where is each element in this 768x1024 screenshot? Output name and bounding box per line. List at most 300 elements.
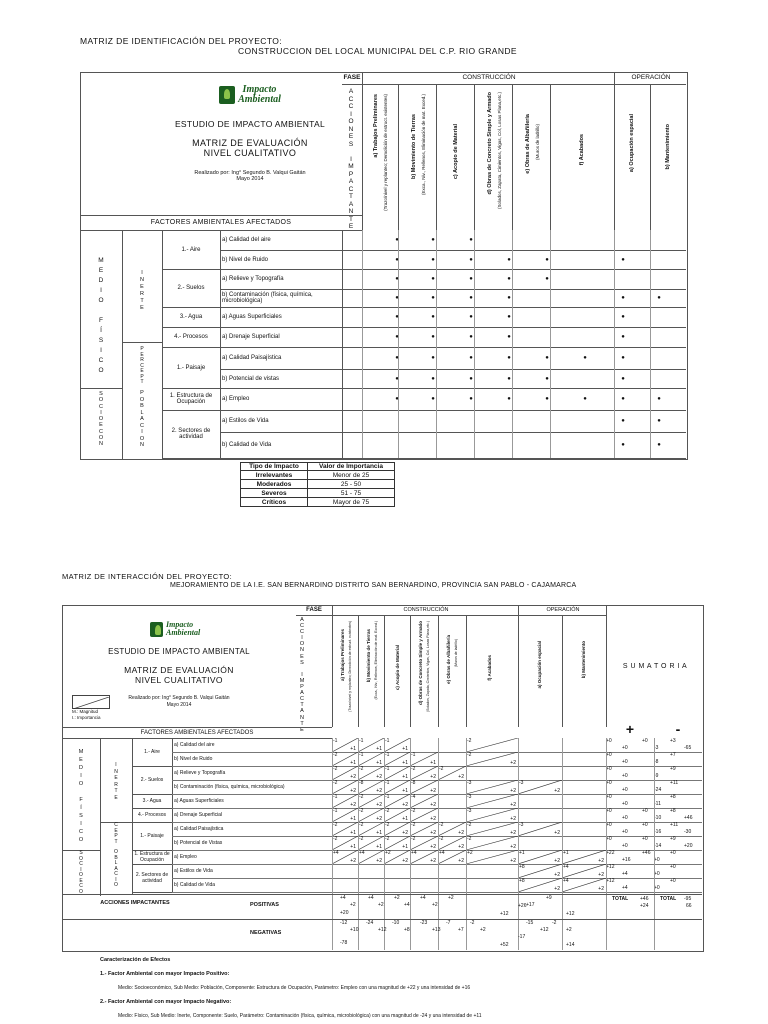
- sumatoria-value: -9: [654, 773, 659, 779]
- importance-value: +1: [402, 844, 408, 850]
- importance-type: Moderados: [241, 480, 308, 489]
- importance-value: +1: [402, 760, 408, 766]
- action-col-op-a-2: [518, 615, 563, 727]
- action-col-b: [398, 84, 437, 230]
- factor-group-2: 1.- Paisaje: [132, 822, 173, 851]
- magnitude-value: -2: [467, 836, 472, 842]
- negativas-value: -2: [470, 920, 475, 926]
- factor-label-2: b) Nivel de Ruido: [172, 752, 333, 766]
- minus-header: -: [675, 721, 681, 737]
- sumatoria-value: +0: [622, 773, 628, 779]
- negativas-value: +10: [350, 927, 359, 933]
- factor-label: b) Contaminación (física, química, microbiológica): [220, 289, 343, 307]
- factor-label-2: a) Empleo: [172, 850, 333, 864]
- importance-value: +2: [510, 760, 516, 766]
- total-label-pos: TOTAL: [612, 896, 629, 902]
- interaction-cell: [384, 766, 410, 780]
- magnitude-value: +1: [563, 850, 569, 856]
- matrix2-row: [172, 822, 702, 837]
- interaction-cell: [384, 850, 410, 864]
- action-op-a-label-2: a) Ocupación espacial: [537, 641, 542, 689]
- interaction-cell: [358, 766, 384, 780]
- matrix1-row: [220, 289, 686, 308]
- impact-dot: ●: [395, 237, 399, 243]
- action-e-sub-2: (Muros de ladrillo): [454, 639, 458, 668]
- magnitude-value: -3: [519, 822, 524, 828]
- matrix2-row: [172, 836, 702, 851]
- magnitude-value: +4: [359, 850, 365, 856]
- magnitude-value: -2: [385, 808, 390, 814]
- importance-value: +2: [510, 858, 516, 864]
- matrix2-row: [172, 850, 702, 865]
- poblacion-label: P O B L A C I O N: [122, 388, 163, 458]
- interaction-cell: [518, 780, 562, 794]
- impact-dot: ●: [621, 442, 625, 448]
- sumatoria-value: +4: [622, 871, 628, 877]
- matrix1-title-line1: MATRIZ DE IDENTIFICACIÓN DEL PROYECTO:: [80, 36, 283, 46]
- impact-dot: ●: [507, 355, 511, 361]
- interaction-cell: [518, 822, 562, 836]
- grid-line: [362, 230, 363, 458]
- inerte-label-2: I N E R T E: [100, 738, 133, 822]
- grid-line: [474, 230, 475, 458]
- impact-dot: ●: [507, 256, 511, 263]
- factor-label-2: a) Aguas Superficiales: [172, 794, 333, 808]
- matrix1-row: [220, 250, 686, 270]
- importance-type: Críticos: [241, 498, 308, 507]
- neg-right-2: +52: [500, 942, 509, 948]
- sumatoria-value: -16: [654, 829, 662, 835]
- legend-diagonal: [73, 697, 109, 709]
- matrix1-title-line2: CONSTRUCCION DEL LOCAL MUNICIPAL DEL C.P. RIO GRANDE: [238, 46, 517, 56]
- interaction-cell: [332, 738, 358, 752]
- importance-value: +1: [350, 830, 356, 836]
- action-c-label: c) Acopio de Material: [453, 124, 459, 180]
- negativas-value: +13: [432, 927, 441, 933]
- importance-value: +2: [430, 802, 436, 808]
- negativas-value: -12: [340, 920, 348, 926]
- impact-dot: ●: [469, 237, 473, 243]
- interaction-cell: [332, 794, 358, 808]
- negativas-value: -23: [420, 920, 428, 926]
- interaction-cell: [562, 878, 606, 892]
- sumatoria-value: +0: [670, 878, 676, 884]
- magnitude-value: +4: [411, 850, 417, 856]
- magnitude-value: -2: [333, 836, 338, 842]
- importance-value: +1: [402, 788, 408, 794]
- neg-right-1: -17: [518, 934, 526, 940]
- impact-dot: ●: [431, 355, 435, 361]
- impact-dot: ●: [621, 295, 625, 301]
- impact-dot: ●: [395, 355, 399, 361]
- matrix2-header-block: [62, 605, 296, 727]
- interaction-cell: [384, 794, 410, 808]
- impact-dot: ●: [395, 256, 399, 263]
- action-d-sub: (Solados, Zapata, Cimientos, Vigas, Col, Losas Plana,etc.): [497, 92, 502, 209]
- magnitude-value: -2: [467, 752, 472, 758]
- importance-value: +2: [554, 858, 560, 864]
- interaction-cell: [438, 850, 466, 864]
- magnitude-value: -8: [359, 780, 364, 786]
- matrix2-title-a: MATRIZ DE EVALUACIÓN: [124, 665, 234, 675]
- negativas-value: -7: [446, 920, 451, 926]
- characterization-heading: Caracterización de Efectos: [100, 957, 171, 963]
- matrix1-row: [220, 269, 686, 290]
- importance-value: Mayor de 75: [308, 498, 395, 507]
- positivas-value: +2: [378, 902, 384, 908]
- factor-label-2: a) Relieve y Topografía: [172, 766, 333, 780]
- importance-value: +1: [376, 746, 382, 752]
- characterization-item2-text: Medio: Físico, Sub Medio: Inerte, Componente: Suelo, Parámetro: Contaminación (física, química, microbiológica) con una magnitud de -24 y una intensidad de +11: [118, 1013, 482, 1019]
- magnitude-value: -2: [359, 822, 364, 828]
- interaction-cell: [384, 752, 410, 766]
- interaction-cell: [438, 766, 466, 780]
- importance-value: +2: [430, 816, 436, 822]
- positivas-value: +2: [448, 895, 454, 901]
- legend-m: M.: Magnitud: [72, 709, 99, 714]
- sumatoria-value: -11: [654, 801, 661, 807]
- action-e-label: e) Obras de Albañilería: [525, 114, 531, 174]
- magnitude-value: -2: [467, 738, 472, 744]
- positivas-value: +2: [432, 902, 438, 908]
- sumatoria-value: +46: [684, 815, 693, 821]
- plus-header: +: [625, 721, 635, 737]
- factor-group-6: 2. Sectores de actividad: [162, 410, 221, 459]
- magnitude-value: -2: [333, 822, 338, 828]
- positivas-value: +4: [420, 895, 426, 901]
- pos-right-3: +12: [566, 911, 575, 917]
- importance-value: +2: [376, 802, 382, 808]
- acciones-vertical-label-2: A C C I O N E S I M P A C T A N T E: [299, 617, 305, 733]
- sumatoria-value: +0: [642, 836, 648, 842]
- date-2: Mayo 2014: [166, 702, 192, 708]
- sumatoria-value: -8: [654, 759, 659, 765]
- impact-dot: ●: [431, 396, 435, 402]
- impact-dot: ●: [621, 418, 625, 424]
- impact-dot: ●: [657, 295, 661, 301]
- action-a-sub: (Trazo/nivel y replanteo; Demolición de estruct. existentes): [383, 94, 388, 211]
- importance-value: +2: [598, 886, 604, 892]
- impact-dot: ●: [395, 276, 399, 282]
- importance-value: +1: [350, 816, 356, 822]
- importance-value: +2: [510, 844, 516, 850]
- sumatoria-value: -14: [654, 843, 662, 849]
- characterization-item1-title: 1.- Factor Ambiental con mayor Impacto Positivo:: [100, 971, 230, 977]
- matrix2-title-line2: MEJORAMIENTO DE LA I.E. SAN BERNARDINO DISTRITO SAN BERNARDINO, PROVINCIA SAN PABLO - CAJAMARCA: [170, 582, 577, 589]
- interaction-cell: [358, 836, 384, 850]
- grid-line: [614, 230, 615, 458]
- interaction-cell: [438, 822, 466, 836]
- impact-dot: ●: [395, 334, 399, 340]
- importance-value: +1: [350, 760, 356, 766]
- study-title-2: ESTUDIO DE IMPACTO AMBIENTAL: [108, 647, 250, 656]
- sumatoria-value: +4: [622, 885, 628, 891]
- magnitude-value: -2: [385, 836, 390, 842]
- factor-group-2: 1. Estructura de Ocupación: [132, 850, 173, 865]
- factor-group-5: 1. Estructura de Ocupación: [162, 388, 221, 411]
- impact-dot: ●: [431, 295, 435, 301]
- impact-dot: ●: [507, 375, 511, 382]
- total-label-neg: TOTAL: [660, 896, 677, 902]
- positivas-value: +4: [340, 895, 346, 901]
- magnitude-value: -2: [359, 808, 364, 814]
- factor-label: b) Calidad de Vida: [220, 432, 343, 458]
- importance-value: +2: [510, 816, 516, 822]
- impact-dot: ●: [395, 295, 399, 301]
- action-col-f-2: [466, 615, 519, 727]
- action-f-label: f) Acabados: [579, 134, 585, 166]
- sumatoria-value: +12: [606, 864, 615, 870]
- importance-value: +2: [554, 830, 560, 836]
- importance-value: +2: [402, 802, 408, 808]
- negativas-value: -24: [366, 920, 374, 926]
- action-op-b-label: b) Mantenimiento: [665, 124, 671, 170]
- magnitude-value: -3: [467, 808, 472, 814]
- impact-dot: ●: [431, 276, 435, 282]
- negativas-value: +7: [458, 927, 464, 933]
- positivas-sum-left: +20: [340, 910, 349, 916]
- action-e-label-2: e) Obras de Albañilería: [446, 635, 451, 684]
- operation-header-2: OPERACIÓN: [518, 605, 607, 615]
- sumatoria-value: +0: [606, 752, 612, 758]
- factor-group-4: 1.- Paisaje: [162, 347, 221, 389]
- factor-group-2: 3.- Agua: [162, 307, 221, 328]
- importance-table: [240, 462, 395, 507]
- factor-label-2: a) Drenaje Superficial: [172, 808, 333, 822]
- action-col-op-b-2: [562, 615, 607, 727]
- magnitude-value: -2: [333, 752, 338, 758]
- impact-dot: ●: [583, 396, 587, 402]
- factor-label: a) Estilos de Vida: [220, 410, 343, 432]
- interaction-cell: [410, 766, 438, 780]
- magnitude-value: -1: [333, 794, 338, 800]
- interaction-cell: [358, 850, 384, 864]
- action-a-sub-2: (Trazo/nivel y replanteo; Demolición de estruct. existentes): [348, 621, 352, 712]
- factor-label-2: a) Calidad Paisajística: [172, 822, 333, 836]
- importance-value: +2: [350, 802, 356, 808]
- action-d-sub-2: (Solados, Zapata, Cimientos, Vigas, Col, Losas Plana,etc.): [426, 621, 430, 712]
- interaction-cell: [562, 864, 606, 878]
- grid-line: [650, 230, 651, 458]
- magnitude-value: +4: [563, 864, 569, 870]
- importance-value: +2: [376, 788, 382, 794]
- interaction-cell: [466, 738, 518, 752]
- matrix2-row: [172, 738, 702, 753]
- factor-group-3: 4.- Procesos: [162, 327, 221, 348]
- interaction-cell: [384, 822, 410, 836]
- interaction-cell: [466, 836, 518, 850]
- factor-label: a) Empleo: [220, 388, 343, 410]
- matrix2-row: [172, 780, 702, 795]
- interaction-cell: [438, 836, 466, 850]
- phase-label: FASE: [343, 74, 361, 81]
- importance-value: +2: [350, 788, 356, 794]
- action-col-op-a: [614, 84, 651, 230]
- sumatoria-value: +0: [606, 836, 612, 842]
- interaction-cell: [410, 808, 438, 822]
- action-a-label-2: a) Trabajos Preliminares: [340, 629, 345, 682]
- interaction-cell: [384, 780, 410, 794]
- impact-dot: ●: [545, 375, 549, 382]
- importance-value: +2: [350, 774, 356, 780]
- interaction-cell: [410, 780, 438, 794]
- matrix2-title-line1: MATRIZ DE INTERACCIÓN DEL PROYECTO:: [62, 572, 233, 581]
- factor-label-2: a) Calidad del aire: [172, 738, 333, 752]
- importance-value: +1: [376, 760, 382, 766]
- total-pos-2: +24: [640, 903, 649, 909]
- action-col-c-2: [384, 615, 411, 727]
- positivas-label: POSITIVAS: [250, 902, 279, 908]
- magnitude-value: -2: [411, 766, 416, 772]
- interaction-cell: [466, 850, 518, 864]
- sumatoria-value: -24: [654, 787, 662, 793]
- grid-line: [398, 230, 399, 458]
- interaction-cell: [466, 808, 518, 822]
- medio-fisico-label: M E D I O F Í S I C O: [80, 230, 123, 388]
- factor-group-2: 2. Sectores de actividad: [132, 864, 173, 893]
- impact-dot: ●: [431, 334, 435, 340]
- impact-dot: ●: [583, 355, 587, 361]
- factor-label: a) Drenaje Superficial: [220, 327, 343, 347]
- interaction-cell: [384, 738, 410, 752]
- impact-dot: ●: [657, 418, 661, 424]
- action-c-label-2: c) Acopio de Material: [395, 645, 400, 691]
- sumatoria-value: +11: [670, 780, 679, 786]
- magnitude-value: -3: [467, 780, 472, 786]
- impact-dot: ●: [657, 442, 661, 448]
- importance-value: +2: [458, 858, 464, 864]
- pos-right-1: +26: [518, 903, 527, 909]
- poblacion-label-2: O B L A C I O: [100, 850, 133, 895]
- acciones-label: ACCIONES IMPACTANTES: [100, 900, 170, 906]
- factor-label: a) Calidad Paisajística: [220, 347, 343, 369]
- inerte-label: I N E R T E: [122, 230, 163, 342]
- importance-value: +1: [376, 844, 382, 850]
- grid-line: [550, 230, 551, 458]
- importance-value: +2: [430, 858, 436, 864]
- magnitude-value: +4: [439, 850, 445, 856]
- positivas-value: +2: [394, 895, 400, 901]
- grid-line: [512, 230, 513, 458]
- importance-value: +2: [376, 774, 382, 780]
- importance-value: +2: [554, 872, 560, 878]
- magnitude-value: -1: [333, 808, 338, 814]
- impact-dot: ●: [621, 334, 625, 340]
- sumatoria-value: +8: [670, 794, 676, 800]
- impact-dot: ●: [469, 256, 473, 263]
- interaction-cell: [466, 822, 518, 836]
- action-col-e-2: [438, 615, 467, 727]
- study-title: ESTUDIO DE IMPACTO AMBIENTAL: [174, 119, 326, 129]
- importance-value: +2: [402, 830, 408, 836]
- impact-dot: ●: [621, 396, 625, 402]
- magnitude-value: -1: [333, 738, 338, 744]
- factor-label-2: b) Calidad de Vida: [172, 878, 333, 892]
- sumatoria-value: +0: [670, 850, 676, 856]
- neg-right-3: +14: [566, 942, 575, 948]
- importance-value: 51 - 75: [308, 489, 395, 498]
- magnitude-value: -2: [439, 822, 444, 828]
- logo-tree-icon: [219, 86, 235, 104]
- factor-label-2: a) Estilos de Vida: [172, 864, 333, 878]
- action-col-d: [474, 84, 513, 230]
- importance-value: +1: [376, 830, 382, 836]
- magnitude-value: +8: [519, 864, 525, 870]
- interaction-cell: [410, 752, 438, 766]
- matrix1-row: [220, 388, 686, 411]
- logo-tree-icon: [150, 622, 163, 637]
- magnitude-value: +2: [385, 850, 391, 856]
- sumatoria-value: +0: [606, 794, 612, 800]
- medio-fisico-label-2: M E D I O F Í S I C O: [62, 738, 101, 850]
- interaction-cell: [332, 766, 358, 780]
- impact-dot: ●: [469, 355, 473, 361]
- matrix1-row: [220, 307, 686, 328]
- factor-label: b) Potencial de vistas: [220, 369, 343, 388]
- magnitude-value: -3: [467, 794, 472, 800]
- magnitude-value: -2: [333, 766, 338, 772]
- interaction-cell: [518, 850, 562, 864]
- interaction-cell: [358, 780, 384, 794]
- interaction-cell: [410, 822, 438, 836]
- sumatoria-value: +20: [684, 843, 693, 849]
- factor-label: a) Calidad del aire: [220, 230, 343, 250]
- socioeconomico-label: S O C I O E C O N: [80, 388, 123, 459]
- action-b-label-2: b) Movimiento de Tierras: [366, 629, 371, 683]
- sumatoria-value: +0: [606, 822, 612, 828]
- action-op-a-label: a) Ocupación espacial: [629, 114, 635, 173]
- magnitude-value: -3: [519, 780, 524, 786]
- importance-value: +1: [430, 760, 436, 766]
- impact-dot: ●: [545, 396, 549, 402]
- negativas-value: -2: [552, 920, 557, 926]
- magnitude-value: -1: [359, 738, 364, 744]
- action-f-label-2: f) Acabados: [487, 655, 492, 681]
- importance-value: +1: [402, 816, 408, 822]
- impact-dot: ●: [621, 355, 625, 361]
- interaction-cell: [562, 850, 606, 864]
- matrix2-row: [172, 878, 702, 893]
- action-e-sub: (Muros de ladrillo): [535, 124, 540, 161]
- impact-dot: ●: [469, 334, 473, 340]
- action-columns-header-2: [332, 615, 606, 727]
- interaction-cell: [358, 822, 384, 836]
- impact-dot: ●: [469, 375, 473, 382]
- importance-value: +2: [402, 858, 408, 864]
- sumatoria-value: +0: [642, 808, 648, 814]
- factores-header-2: FACTORES AMBIENTALES AFECTADOS: [62, 727, 332, 739]
- phase-label-2: FASE: [306, 607, 322, 613]
- importance-value: +1: [402, 746, 408, 752]
- impact-dot: ●: [621, 314, 625, 320]
- importance-value: +2: [376, 816, 382, 822]
- interaction-cell: [410, 794, 438, 808]
- magnitude-value: +1: [519, 850, 525, 856]
- total-pos: +46: [640, 896, 649, 902]
- importance-value: +2: [510, 788, 516, 794]
- importance-value: +2: [510, 802, 516, 808]
- magnitude-value: -8: [411, 780, 416, 786]
- magnitude-value: -1: [411, 752, 416, 758]
- magnitude-value: -2: [359, 836, 364, 842]
- grid-line: [436, 230, 437, 458]
- negativas-value: +8: [404, 927, 410, 933]
- importance-value: +2: [430, 844, 436, 850]
- total-neg-2: 66: [686, 903, 692, 909]
- magnitude-value: -4: [411, 794, 416, 800]
- sumatoria-value: +11: [670, 822, 679, 828]
- impact-dot: ●: [431, 375, 435, 382]
